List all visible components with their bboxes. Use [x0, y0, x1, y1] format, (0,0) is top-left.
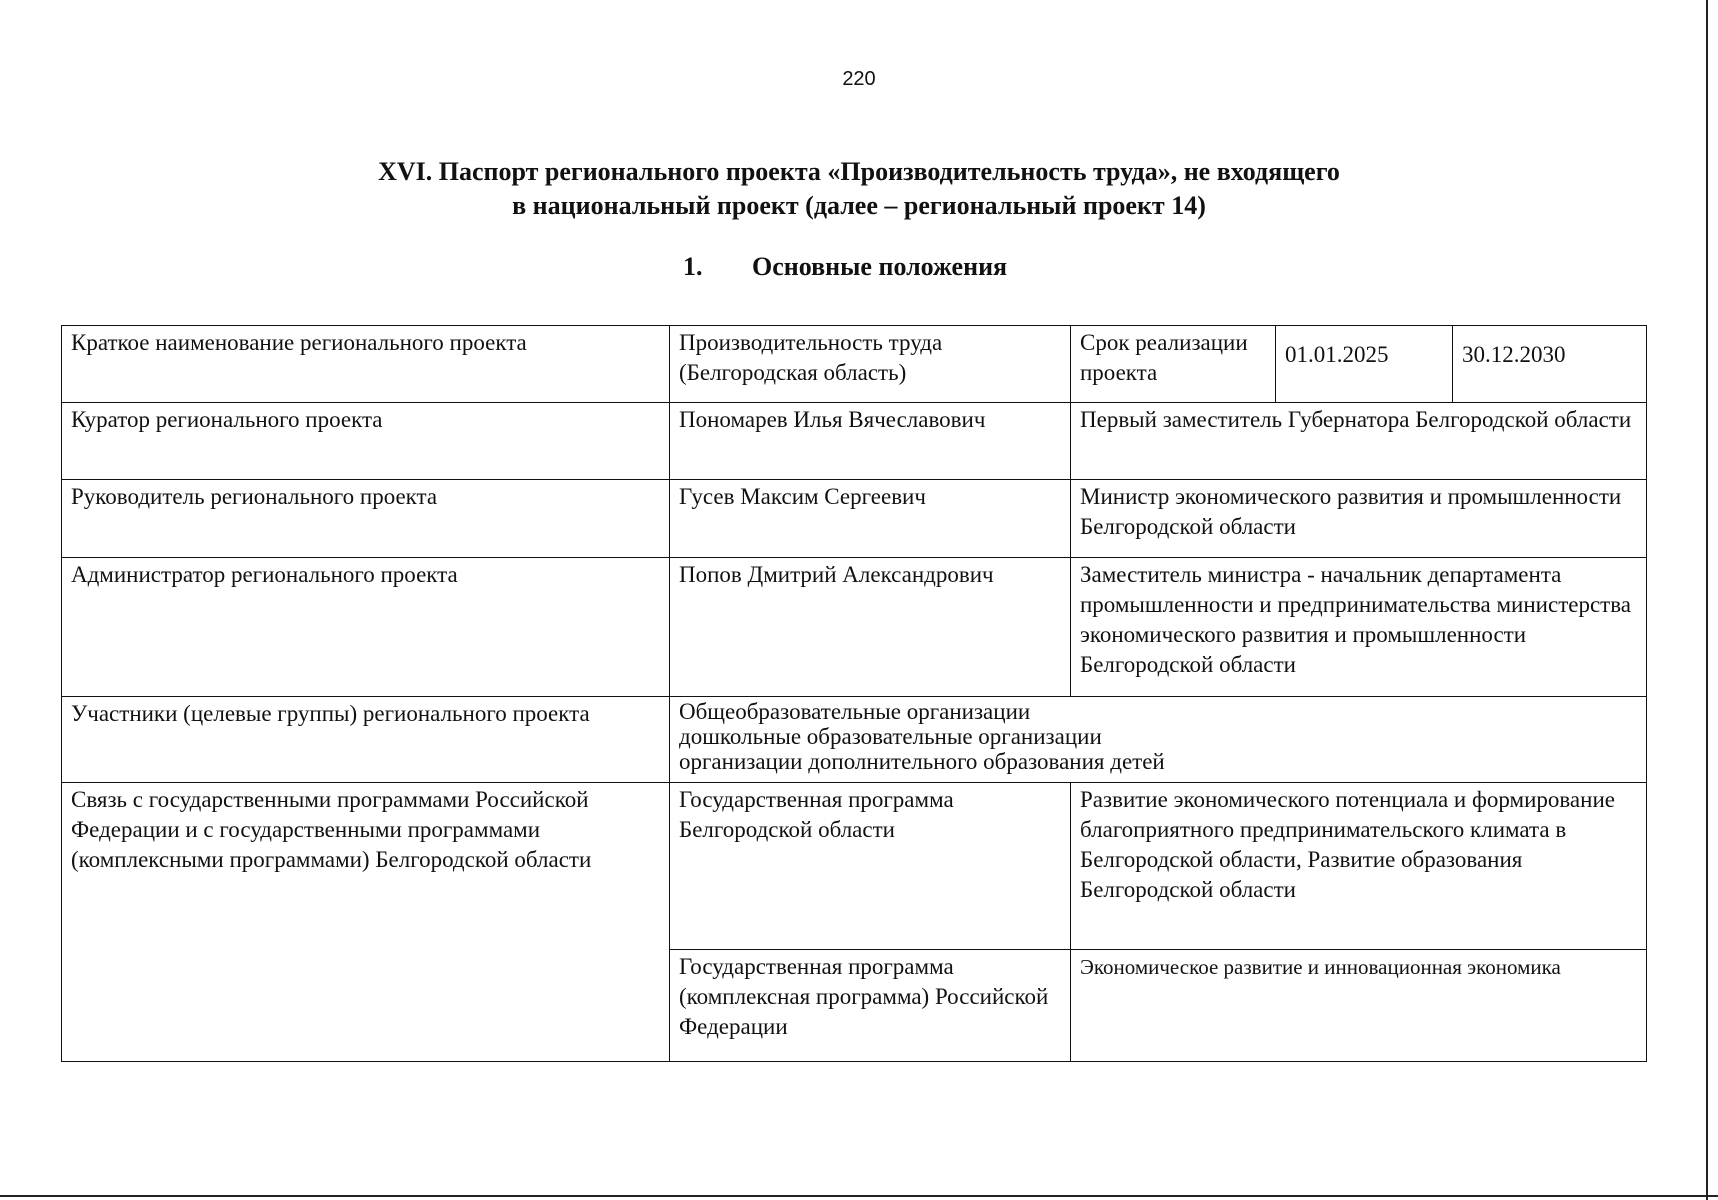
federal-program-type: Государственная программа (комплексная программа) Российской Федерации	[670, 950, 1071, 1062]
head-label: Руководитель регионального проекта	[62, 480, 670, 558]
curator-position: Первый заместитель Губернатора Белгородской области	[1071, 403, 1647, 480]
project-passport-table	[61, 325, 1647, 1062]
participant-item: дошкольные образовательные организации	[679, 724, 1102, 749]
head-position: Министр экономического развития и промышленности Белгородской области	[1071, 480, 1647, 558]
page-number: 220	[842, 68, 876, 90]
participants-list	[670, 697, 1647, 783]
participant-item: Общеобразовательные организации	[679, 699, 1031, 724]
period-label-line-1: Срок реализации	[1080, 330, 1248, 355]
administrator-position: Заместитель министра - начальник департамента промышленности и предпринимательства министерства экономического развития и промышленности Белгородской области	[1071, 558, 1647, 697]
period-label	[1071, 326, 1276, 403]
head-name: Гусев Максим Сергеевич	[670, 480, 1071, 558]
participants-label: Участники (целевые группы) регионального проекта	[62, 697, 670, 783]
start-date: 01.01.2025	[1276, 326, 1453, 403]
table-row-programs-regional	[62, 783, 1647, 950]
participant-item: организации дополнительного образования детей	[679, 749, 1165, 774]
scan-page-edge-bottom	[0, 1195, 1718, 1197]
programs-label: Связь с государственными программами Российской Федерации и с государственными программами (комплексными программами) Белгородской области	[62, 783, 670, 1062]
table-row-short-name	[62, 326, 1647, 403]
document-title	[0, 155, 1718, 223]
table-row-curator	[62, 403, 1647, 480]
document-title-line-1: XVI. Паспорт регионального проекта «Производительность труда», не входящего	[378, 157, 1340, 186]
federal-program-names: Экономическое развитие и инновационная экономика	[1071, 950, 1647, 1062]
section-number: 1.	[683, 252, 703, 281]
section-heading	[683, 250, 1007, 284]
short-name-value-line-1: Производительность труда	[679, 330, 943, 355]
regional-program-names: Развитие экономического потенциала и формирование благоприятного предпринимательского климата в Белгородской области, Развитие образования Белгородской области	[1071, 783, 1647, 950]
section-title: Основные положения	[752, 252, 1008, 281]
document-title-line-2: в национальный проект (далее – региональный проект 14)	[512, 191, 1206, 220]
administrator-label: Администратор регионального проекта	[62, 558, 670, 697]
short-name-value	[670, 326, 1071, 403]
short-name-value-line-2: (Белгородская область)	[679, 360, 907, 385]
table-row-head	[62, 480, 1647, 558]
curator-name: Пономарев Илья Вячеславович	[670, 403, 1071, 480]
table-row-participants	[62, 697, 1647, 783]
curator-label: Куратор регионального проекта	[62, 403, 670, 480]
regional-program-type: Государственная программа Белгородской области	[670, 783, 1071, 950]
short-name-label: Краткое наименование регионального проекта	[62, 326, 670, 403]
administrator-name: Попов Дмитрий Александрович	[670, 558, 1071, 697]
end-date: 30.12.2030	[1453, 326, 1647, 403]
period-label-line-2: проекта	[1080, 360, 1158, 385]
table-row-administrator	[62, 558, 1647, 697]
